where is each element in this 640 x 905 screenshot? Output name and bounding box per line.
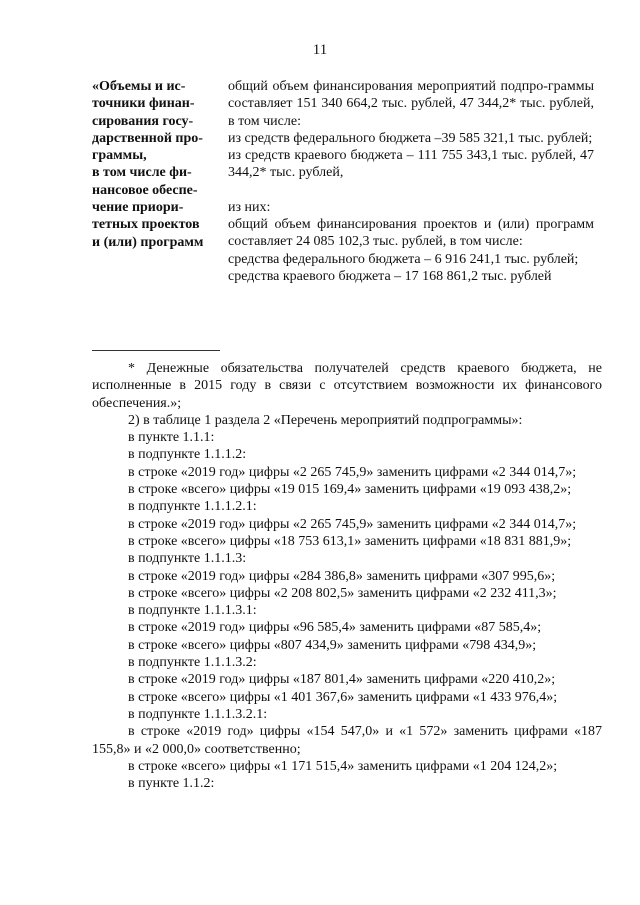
- amendment-line: в подпункте 1.1.1.3.1:: [128, 603, 257, 619]
- financing-of-which: из них:: [228, 199, 271, 215]
- amendment-line: в подпункте 1.1.1.3.2:: [128, 655, 257, 671]
- projects-total: общий объем финансирования проектов и (или) программ составляет 24 085 102,3 тыс. рублей, в том числе:: [228, 217, 594, 250]
- amendment-line: в подпункте 1.1.1.3:: [128, 551, 247, 567]
- label-line: и (или) программ: [92, 234, 204, 250]
- amendment-line: в строке «всего» цифры «807 434,9» заменить цифрами «798 434,9»;: [128, 637, 537, 653]
- amendment-line: в пункте 1.1.2:: [128, 776, 215, 792]
- amendment-line: в строке «2019 год» цифры «187 801,4» заменить цифрами «220 410,2»;: [128, 672, 556, 688]
- amendment-line: в строке «всего» цифры «1 401 367,6» заменить цифрами «1 433 976,4»;: [128, 689, 558, 705]
- amendment-line: в пункте 1.1.1:: [128, 430, 215, 446]
- footnote-separator: [92, 350, 220, 351]
- page-number: 11: [312, 42, 328, 58]
- label-line: точники финан-: [92, 96, 195, 112]
- financing-federal: из средств федерального бюджета –39 585 321,1 тыс. рублей;: [228, 130, 593, 146]
- amendment-line: 2) в таблице 1 раздела 2 «Перечень мероприятий подпрограммы»:: [128, 412, 523, 428]
- passport-value: [228, 78, 594, 285]
- label-line: чение приори-: [92, 200, 184, 216]
- amendment-line: в строке «2019 год» цифры «2 265 745,9» заменить цифрами «2 344 014,7»;: [128, 464, 577, 480]
- label-line: граммы,: [92, 148, 147, 164]
- amendment-line: в строке «всего» цифры «18 753 613,1» заменить цифрами «18 831 881,9»;: [128, 533, 572, 549]
- label-line: нансовое обеспе-: [92, 182, 198, 198]
- label-line: «Объемы и ис-: [92, 79, 186, 94]
- amendment-line: в строке «всего» цифры «1 171 515,4» заменить цифрами «1 204 124,2»;: [128, 758, 558, 774]
- passport-label: [92, 78, 220, 251]
- amendment-line: в строке «всего» цифры «2 208 802,5» заменить цифрами «2 232 411,3»;: [128, 585, 557, 601]
- document-body: [92, 360, 602, 792]
- amendment-line: в строке «всего» цифры «19 015 169,4» заменить цифрами «19 093 438,2»;: [128, 482, 572, 498]
- amendment-line: в строке «2019 год» цифры «96 585,4» заменить цифрами «87 585,4»;: [128, 620, 542, 636]
- amendment-line: в подпункте 1.1.1.2.1:: [128, 499, 257, 515]
- amendment-line: в подпункте 1.1.1.2:: [128, 447, 247, 463]
- label-line: в том числе фи-: [92, 165, 192, 181]
- financing-regional: из средств краевого бюджета – 111 755 343,1 тыс. рублей, 47 344,2* тыс. рублей,: [228, 148, 594, 181]
- amendment-line: в строке «2019 год» цифры «284 386,8» заменить цифрами «307 995,6»;: [128, 568, 556, 584]
- amendment-line: в подпункте 1.1.1.3.2.1:: [128, 706, 268, 722]
- financing-total: общий объем финансирования мероприятий подпро-граммы составляет 151 340 664,2 тыс. рублей, 47 344,2* тыс. рублей, в том числе:: [228, 79, 594, 129]
- footnote: * Денежные обязательства получателей средств краевого бюджета, не исполненные в 2015 году в связи с отсутствием возможности их финансового обеспечения.»;: [92, 361, 602, 411]
- amendment-line: в строке «2019 год» цифры «2 265 745,9» заменить цифрами «2 344 014,7»;: [128, 516, 577, 532]
- label-line: тетных проектов: [92, 217, 200, 233]
- label-line: сирования госу-: [92, 113, 194, 129]
- label-line: дарственной про-: [92, 130, 203, 146]
- amendment-line: в строке «2019 год» цифры «154 547,0» и «1 572» заменить цифрами «187 155,8» и «2 000,0» соответственно;: [92, 724, 602, 757]
- projects-federal: средства федерального бюджета – 6 916 241,1 тыс. рублей;: [228, 251, 579, 267]
- projects-regional: средства краевого бюджета – 17 168 861,2 тыс. рублей: [228, 268, 552, 284]
